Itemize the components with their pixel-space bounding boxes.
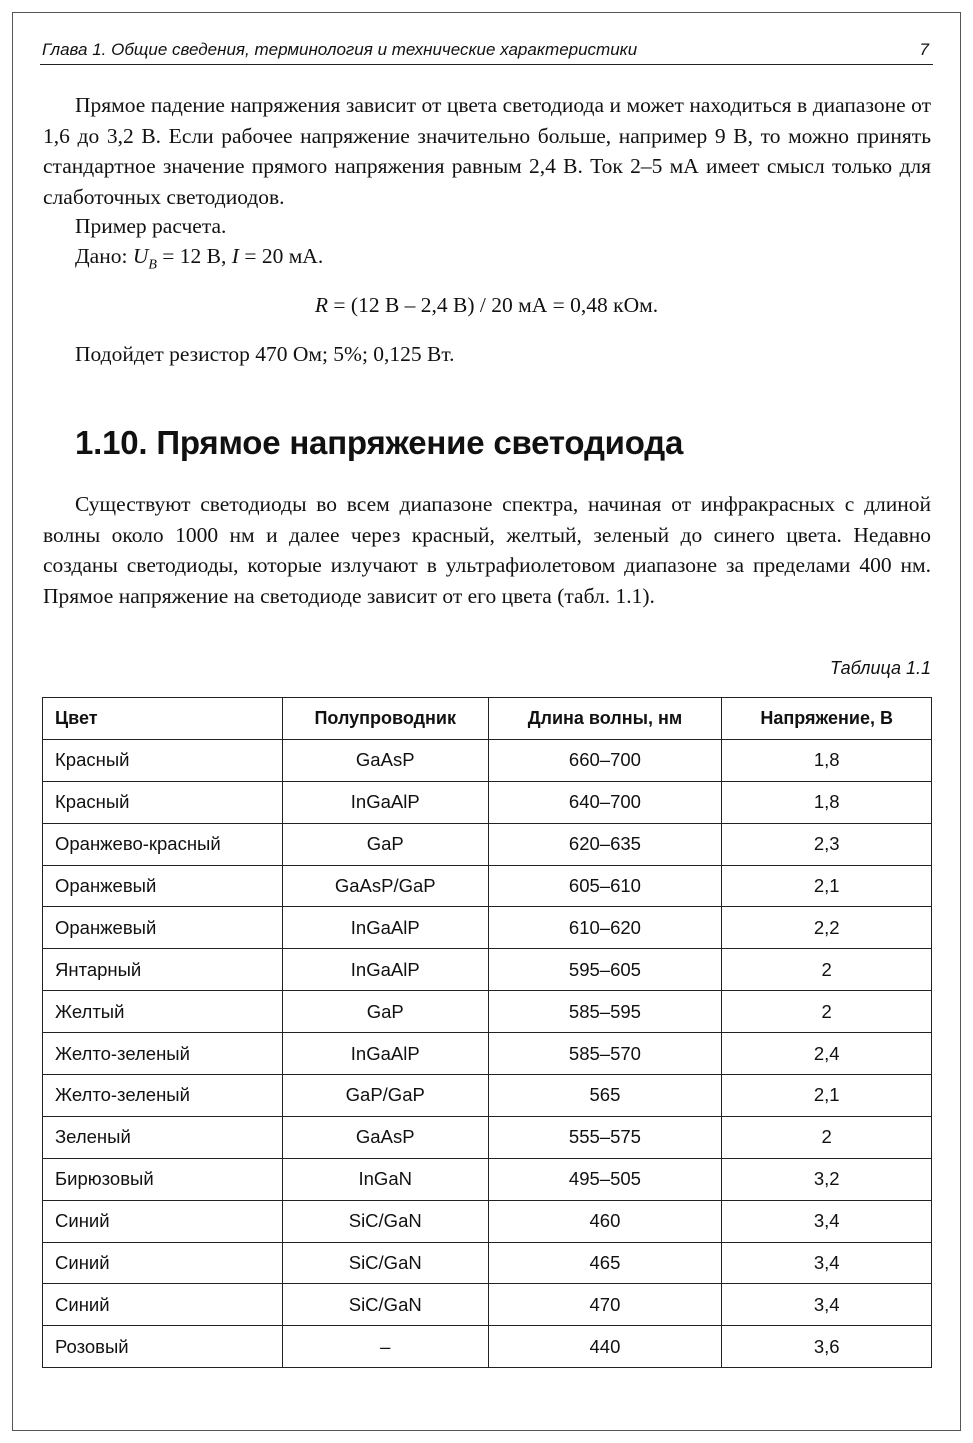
- table-row: [43, 1158, 932, 1200]
- table-cell: 2,3: [722, 823, 932, 865]
- table-cell: GaP: [282, 991, 488, 1033]
- table-cell: 620–635: [488, 823, 722, 865]
- table-cell: 1,8: [722, 739, 932, 781]
- table-cell: Синий: [43, 1242, 283, 1284]
- table-cell: InGaAlP: [282, 781, 488, 823]
- voltage-table: [42, 697, 932, 1368]
- table-row: [43, 739, 932, 781]
- table-cell: SiC/GaN: [282, 1200, 488, 1242]
- table-cell: Желтый: [43, 991, 283, 1033]
- table-cell: GaP: [282, 823, 488, 865]
- intro-paragraph: Прямое падение напряжения зависит от цвета светодиода и может находиться в диапазоне от 1,6 до 3,2 В. Если рабочее напряжение значительно больше, например 9 В, то можно принять стандартное значение прямого напряжения равным 2,4 В. Ток 2–5 мА имеет смысл только для слаботочных светодиодов.: [43, 93, 931, 209]
- table-cell: InGaAlP: [282, 907, 488, 949]
- table-cell: Желто-зеленый: [43, 1033, 283, 1075]
- table-cell: Оранжевый: [43, 907, 283, 949]
- table-cell: 2,2: [722, 907, 932, 949]
- column-header: Цвет: [43, 698, 283, 740]
- table-cell: 1,8: [722, 781, 932, 823]
- table-cell: Бирюзовый: [43, 1158, 283, 1200]
- table-row: [43, 1075, 932, 1117]
- table-cell: 3,4: [722, 1200, 932, 1242]
- running-header: [40, 38, 933, 65]
- table-row: [43, 1200, 932, 1242]
- table-row: [43, 865, 932, 907]
- table-cell: 440: [488, 1326, 722, 1368]
- table-cell: Розовый: [43, 1326, 283, 1368]
- table-cell: 3,2: [722, 1158, 932, 1200]
- table-cell: InGaAlP: [282, 949, 488, 991]
- column-header: Полупроводник: [282, 698, 488, 740]
- table-cell: 2,1: [722, 1075, 932, 1117]
- table-cell: Красный: [43, 781, 283, 823]
- table-cell: 555–575: [488, 1116, 722, 1158]
- table-cell: 2,1: [722, 865, 932, 907]
- table-cell: 2: [722, 949, 932, 991]
- table-row: [43, 949, 932, 991]
- table-cell: GaAsP: [282, 1116, 488, 1158]
- table-cell: 3,4: [722, 1242, 932, 1284]
- table-row: [43, 823, 932, 865]
- table-cell: 2,4: [722, 1033, 932, 1075]
- table-cell: Оранжево-красный: [43, 823, 283, 865]
- table-cell: SiC/GaN: [282, 1242, 488, 1284]
- table-cell: 465: [488, 1242, 722, 1284]
- table-cell: Янтарный: [43, 949, 283, 991]
- table-cell: InGaAlP: [282, 1033, 488, 1075]
- table-cell: 585–570: [488, 1033, 722, 1075]
- conclusion: Подойдет резистор 470 Ом; 5%; 0,125 Вт.: [75, 342, 455, 366]
- table-cell: Синий: [43, 1200, 283, 1242]
- table-row: [43, 1033, 932, 1075]
- chapter-title: Глава 1. Общие сведения, терминология и технические характеристики: [42, 40, 638, 59]
- table-row: [43, 781, 932, 823]
- table-cell: 2: [722, 991, 932, 1033]
- column-header: Длина волны, нм: [488, 698, 722, 740]
- column-header: Напряжение, В: [722, 698, 932, 740]
- table-cell: InGaN: [282, 1158, 488, 1200]
- table-row: [43, 907, 932, 949]
- table-cell: 585–595: [488, 991, 722, 1033]
- table-cell: Зеленый: [43, 1116, 283, 1158]
- table-cell: 3,4: [722, 1284, 932, 1326]
- resistance-formula: R = (12 В – 2,4 В) / 20 мА = 0,48 кОм.: [314, 293, 659, 317]
- table-row: [43, 1242, 932, 1284]
- section-heading: 1.10. Прямое напряжение светодиода: [75, 424, 684, 461]
- table-cell: 3,6: [722, 1326, 932, 1368]
- table-row: [43, 991, 932, 1033]
- table-cell: 565: [488, 1075, 722, 1117]
- table-cell: 460: [488, 1200, 722, 1242]
- table-header-row: [43, 698, 932, 740]
- table-cell: SiC/GaN: [282, 1284, 488, 1326]
- table-row: [43, 1284, 932, 1326]
- table-cell: 470: [488, 1284, 722, 1326]
- table-cell: Желто-зеленый: [43, 1075, 283, 1117]
- table-cell: Синий: [43, 1284, 283, 1326]
- table-cell: –: [282, 1326, 488, 1368]
- table-cell: 605–610: [488, 865, 722, 907]
- table-cell: 640–700: [488, 781, 722, 823]
- table-caption: Таблица 1.1: [829, 658, 931, 678]
- table-cell: GaAsP: [282, 739, 488, 781]
- table-cell: 2: [722, 1116, 932, 1158]
- table-cell: GaP/GaP: [282, 1075, 488, 1117]
- page-number: 7: [919, 40, 929, 59]
- table-cell: 495–505: [488, 1158, 722, 1200]
- table-row: [43, 1326, 932, 1368]
- table-cell: Оранжевый: [43, 865, 283, 907]
- section-paragraph: Существуют светодиоды во всем диапазоне спектра, начиная от инфракрасных с длиной волны около 1000 нм и далее через красный, желтый, зеленый до синего цвета. Недавно созданы светодиоды, которые излучают в ультрафиолетовом диапазоне за пределами 400 нм. Прямое напряжение на светодиоде зависит от его цвета (табл. 1.1).: [43, 492, 931, 608]
- table-cell: 595–605: [488, 949, 722, 991]
- table-row: [43, 1116, 932, 1158]
- table-cell: Красный: [43, 739, 283, 781]
- table-cell: 660–700: [488, 739, 722, 781]
- example-label: Пример расчета.: [75, 214, 227, 238]
- given-values: Дано: $U_B = 12$ В, I = 20 мА.: [75, 244, 324, 273]
- table-cell: 610–620: [488, 907, 722, 949]
- table-cell: GaAsP/GaP: [282, 865, 488, 907]
